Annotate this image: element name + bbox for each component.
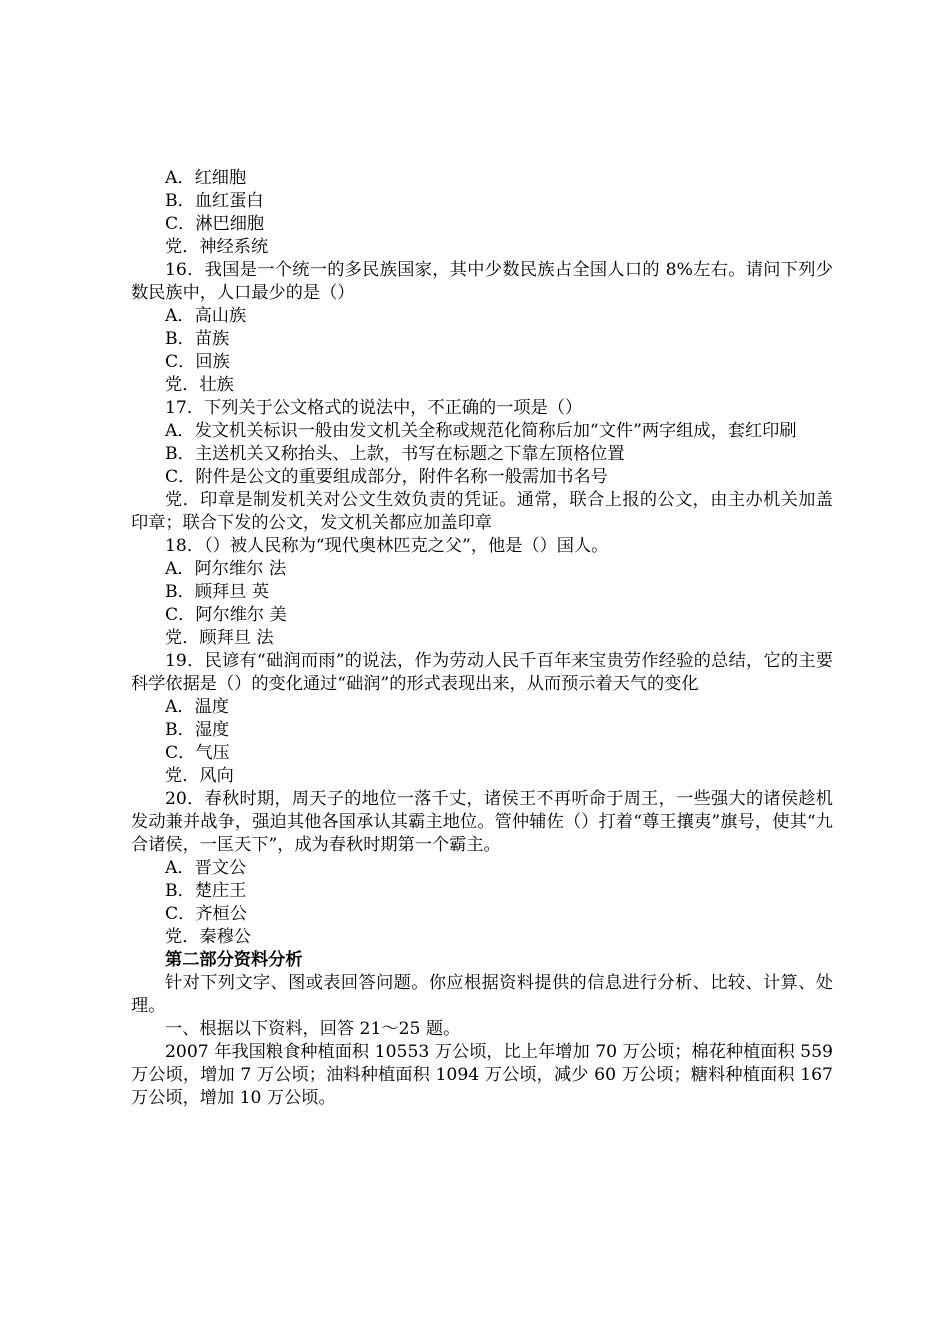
option-b: B．主送机关又称抬头、上款，书写在标题之下靠左顶格位置 [165, 444, 625, 464]
option-d: 党．神经系统 [165, 237, 269, 257]
option-a: A．红细胞 [165, 168, 247, 188]
option-c: C．阿尔维尔 美 [165, 605, 287, 625]
option-b: B．苗族 [165, 329, 230, 349]
option-a: A．高山族 [165, 306, 247, 326]
question-18: 18．（）被人民称为“现代奥林匹克之父”，他是（）国人。 [165, 536, 609, 556]
option-d: 党．秦穆公 [165, 927, 251, 947]
section-heading: 第二部分资料分析 [165, 950, 303, 970]
option-b: B．楚庄王 [165, 881, 247, 901]
option-d: 党．顾拜旦 法 [165, 628, 274, 648]
material-intro: 一、根据以下资料，回答 21～25 题。 [165, 1019, 461, 1039]
option-a: A．温度 [165, 697, 229, 717]
material-paragraph: 2007 年我国粮食种植面积 10553 万公顷，比上年增加 70 万公顷；棉花种植面积 559 万公顷，增加 7 万公顷；油料种植面积 1094 万公顷，减少 60 万公顷；糖料种植面积 167 万公顷，增加 10 万公顷。 [131, 1042, 833, 1108]
option-d: 党．壮族 [165, 375, 234, 395]
option-b: B．湿度 [165, 720, 230, 740]
option-d: 党．印章是制发机关对公文生效负责的凭证。通常，联合上报的公文，由主办机关加盖印章；联合下发的公文，发文机关都应加盖印章 [131, 490, 833, 533]
question-17: 17．下列关于公文格式的说法中，不正确的一项是（） [165, 398, 583, 418]
option-c: C．淋巴细胞 [165, 214, 265, 234]
option-c: C．回族 [165, 352, 230, 372]
question-16: 16．我国是一个统一的多民族国家，其中少数民族占全国人口的 8%左右。请问下列少数民族中，人口最少的是（） [131, 260, 833, 303]
option-a: A．晋文公 [165, 858, 247, 878]
option-a: A．发文机关标识一般由发文机关全称或规范化简称后加“文件”两字组成，套红印刷 [165, 421, 797, 441]
option-b: B．血红蛋白 [165, 191, 264, 211]
section-instructions: 针对下列文字、图或表回答问题。你应根据资料提供的信息进行分析、比较、计算、处理。 [131, 973, 833, 1016]
option-b: B．顾拜旦 英 [165, 582, 270, 602]
option-c: C．附件是公文的重要组成部分，附件名称一般需加书名号 [165, 467, 608, 487]
document-body [131, 167, 833, 1110]
question-20: 20．春秋时期，周天子的地位一落千丈，诸侯王不再听命于周王，一些强大的诸侯趁机发动兼并战争，强迫其他各国承认其霸主地位。管仲辅佐（）打着“尊王攘夷”旗号，使其“九合诸侯，一匡天下”，成为春秋时期第一个霸主。 [131, 789, 833, 855]
option-a: A．阿尔维尔 法 [165, 559, 287, 579]
option-d: 党．风向 [165, 766, 234, 786]
question-19: 19．民谚有“础润而雨”的说法，作为劳动人民千百年来宝贵劳作经验的总结，它的主要科学依据是（）的变化通过“础润”的形式表现出来，从而预示着天气的变化 [131, 651, 833, 694]
option-c: C．气压 [165, 743, 230, 763]
option-c: C．齐桓公 [165, 904, 247, 924]
